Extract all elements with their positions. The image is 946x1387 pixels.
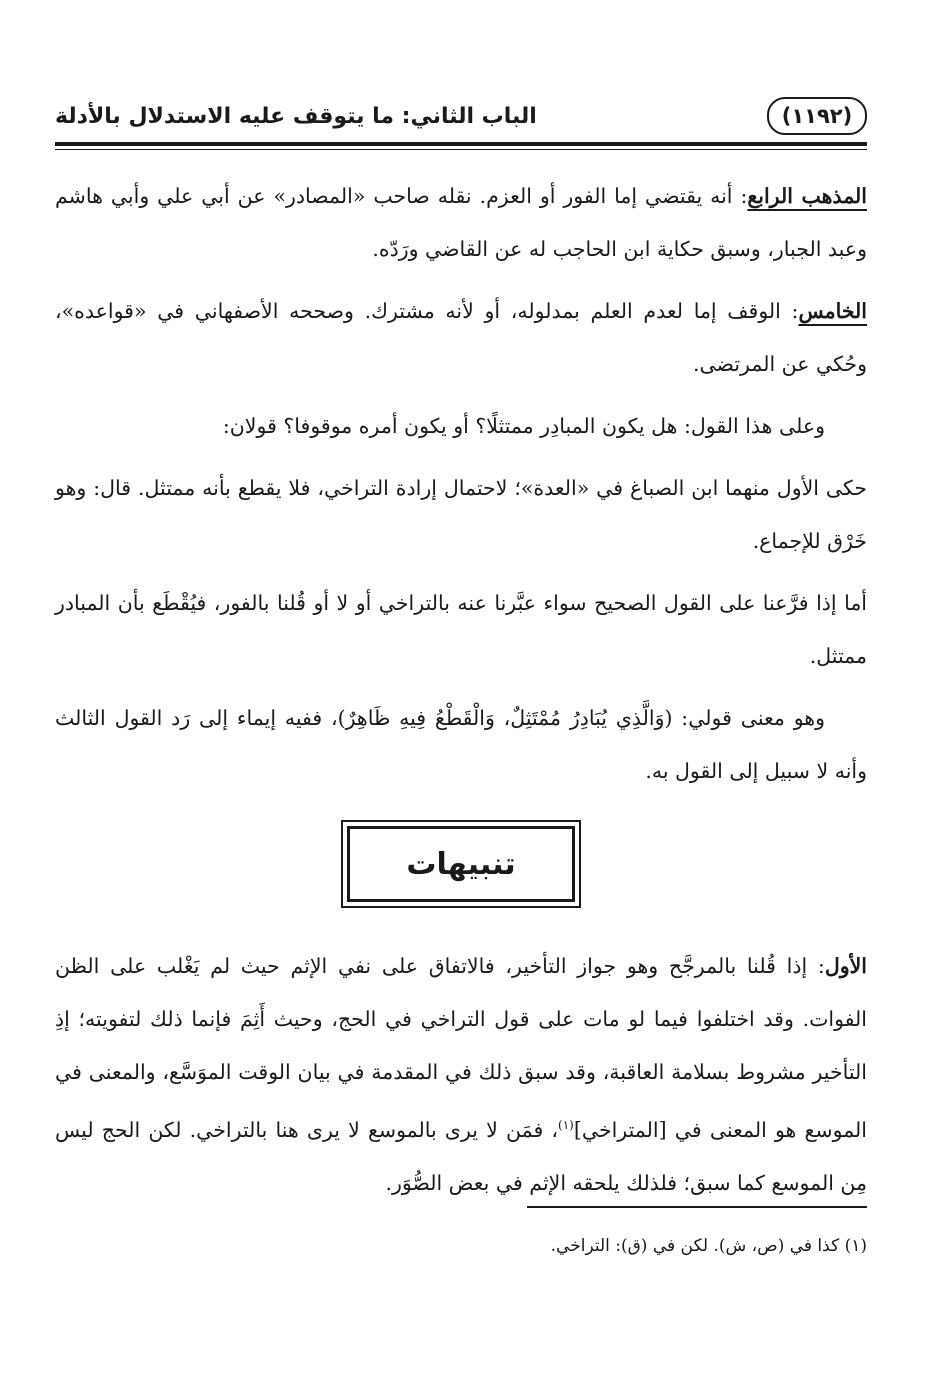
- section-heading-box: [55, 820, 867, 908]
- paragraph-lead: المذهب الرابع: [747, 184, 867, 208]
- note-text-after: ، فمَن لا يرى بالموسع لا يرى هنا بالتراخي. لكن الحج ليس مِن الموسع كما سبق؛ فلذلك يلحقه الإثم في بعض الصُّوَر.: [55, 1117, 867, 1195]
- footnote-rule: [527, 1206, 867, 1208]
- paragraph-lead: الخامس: [798, 299, 867, 323]
- paragraph-text: : أنه يقتضي إما الفور أو العزم. نقله صاحب «المصادر» عن أبي علي وأبي هاشم وعبد الجبار، وسبق حكاية ابن الحاجب له عن القاضي ورَدّه.: [55, 184, 867, 261]
- paragraph: وعلى هذا القول: هل يكون المبادِر ممتثلًا؟ أو يكون أمره موقوفا؟ قولان:: [222, 414, 825, 438]
- note-lead: الأول: [824, 954, 867, 978]
- footnote-ref: (١): [558, 1118, 574, 1132]
- note-text: : إذا قُلنا بالمرجَّح وهو جواز التأخير، فالاتفاق على نفي الإثم حيث لم يَغْلب على الظن الفوات. وقد اختلفوا فيما لو مات على قول التراخي في الحج، وحيث أَثِمَ فإنما ذلك لتفويته؛ إذِ التأخير مشروط بسلامة العاقبة، وقد سبق ذلك في المقدمة في بيان الوقت الموَسَّع، والمعنى في الموسع هو المعنى في [المتراخي]: [55, 954, 867, 1142]
- header-rule-thin: [55, 149, 867, 150]
- paragraph: أما إذا فرَّعنا على القول الصحيح سواء عبَّرنا عنه بالتراخي أو لا أو قُلنا بالفور، فيُقْطَع بأن المبادر ممتثل.: [55, 591, 867, 668]
- main-text: [55, 170, 867, 1219]
- header-rule-thick: [55, 142, 867, 146]
- paragraph-fourth-doctrine: [55, 170, 867, 276]
- paragraph: حكى الأول منهما ابن الصباغ في «العدة»؛ لاحتمال إرادة التراخي، فلا يقطع بأنه ممتثل. قال: وهو خَرْق للإجماع.: [55, 476, 867, 553]
- paragraph-fifth-doctrine: [55, 285, 867, 391]
- running-header: [55, 94, 867, 138]
- footnote: (١) كذا في (ص، ش). لكن في (ق): التراخي.: [550, 1236, 867, 1256]
- heading-frame: [341, 820, 581, 908]
- paragraph: وهو معنى قولي: (وَالَّذِي يُبَادِرُ مُمْتَثِلٌ، وَالْقَطْعُ فِيهِ ظَاهِرٌ)، ففيه إيماء إلى رَد القول الثالث وأنه لا سبيل إلى القول به.: [55, 706, 867, 783]
- page-number: (١١٩٢): [767, 97, 867, 135]
- section-heading: تنبيهات: [347, 826, 575, 902]
- paragraph-text: : الوقف إما لعدم العلم بمدلوله، أو لأنه مشترك. وصححه الأصفهاني في «قواعده»، وحُكي عن المرتضى.: [55, 299, 867, 376]
- chapter-title: الباب الثاني: ما يتوقف عليه الاستدلال بالأدلة: [55, 103, 537, 129]
- note-paragraph: [55, 940, 867, 1210]
